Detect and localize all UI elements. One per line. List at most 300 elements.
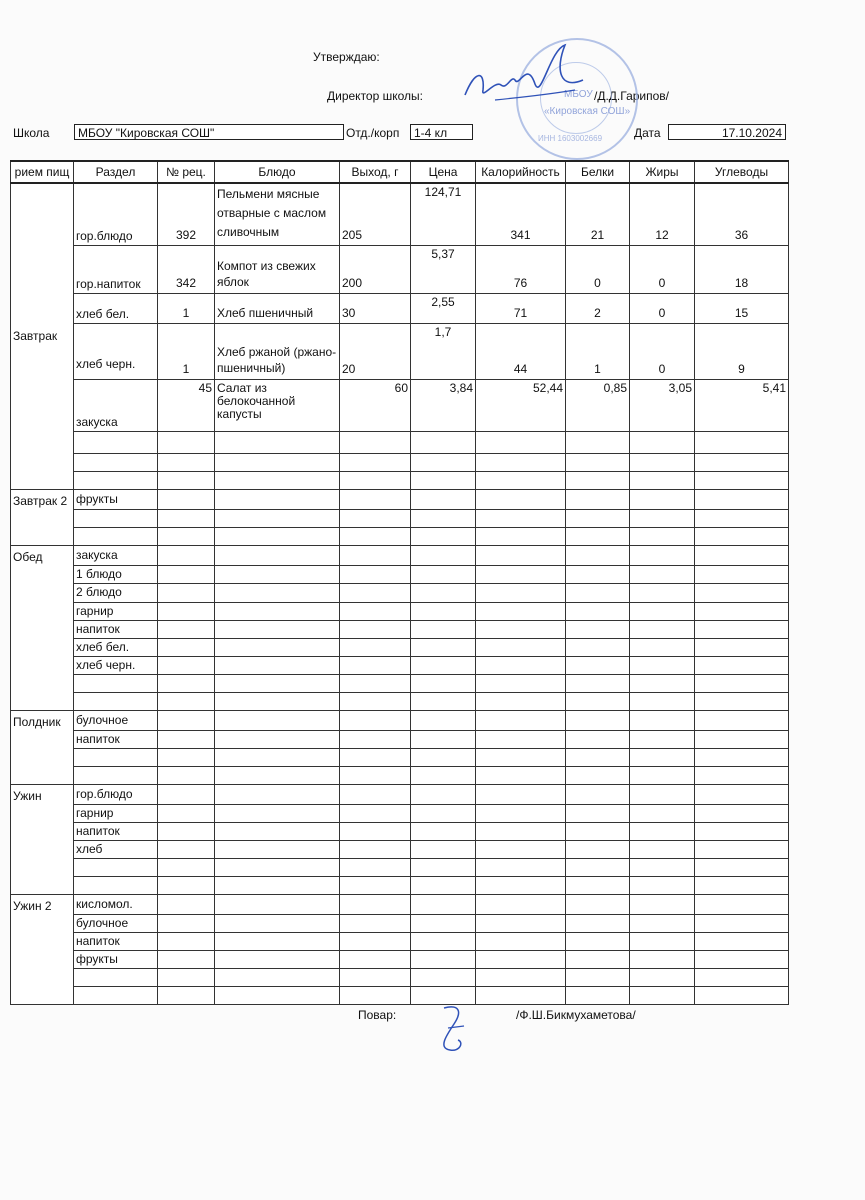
cell-section: хлеб бел. <box>74 293 158 323</box>
cell-protein: 2 <box>566 293 630 323</box>
table-cell <box>158 692 215 710</box>
table-cell <box>340 858 411 876</box>
cell-section: закуска <box>74 379 158 431</box>
table-cell <box>630 784 695 804</box>
table-cell <box>411 968 476 986</box>
table-cell <box>158 509 215 527</box>
table-cell <box>695 894 789 914</box>
table-cell <box>158 620 215 638</box>
table-cell <box>476 620 566 638</box>
table-cell <box>566 602 630 620</box>
school-field: МБОУ "Кировская СОШ" <box>74 124 344 140</box>
table-cell <box>215 822 340 840</box>
table-cell <box>74 858 158 876</box>
table-cell <box>566 986 630 1004</box>
table-cell <box>340 656 411 674</box>
table-cell <box>566 748 630 766</box>
table-cell <box>215 986 340 1004</box>
cell-recipe: 1 <box>158 323 215 379</box>
table-cell <box>695 509 789 527</box>
table-cell <box>476 822 566 840</box>
table-cell <box>74 509 158 527</box>
table-cell <box>630 602 695 620</box>
table-cell <box>340 748 411 766</box>
cell-section: напиток <box>74 932 158 950</box>
stamp-line-3: ИНН 1603002669 <box>538 134 603 143</box>
cell-calories: 44 <box>476 323 566 379</box>
meal-lunch: Обед <box>11 545 74 710</box>
table-cell <box>566 431 630 453</box>
table-row <box>11 766 789 784</box>
table-cell <box>411 431 476 453</box>
table-cell <box>340 986 411 1004</box>
table-cell <box>340 509 411 527</box>
dept-label: Отд./корп <box>346 126 400 140</box>
table-cell <box>695 674 789 692</box>
cell-section: фрукты <box>74 489 158 509</box>
table-row <box>11 914 789 932</box>
table-cell <box>566 858 630 876</box>
table-cell <box>158 932 215 950</box>
table-cell <box>215 509 340 527</box>
table-cell <box>630 730 695 748</box>
table-cell <box>566 471 630 489</box>
table-cell <box>566 620 630 638</box>
table-cell <box>74 674 158 692</box>
table-cell <box>476 583 566 602</box>
meal-snack: Полдник <box>11 710 74 784</box>
table-cell <box>158 583 215 602</box>
table-cell <box>215 784 340 804</box>
table-cell <box>695 527 789 545</box>
table-cell <box>340 527 411 545</box>
table-cell <box>630 876 695 894</box>
table-row <box>11 245 789 293</box>
table-cell <box>215 602 340 620</box>
table-cell <box>476 730 566 748</box>
cook-name: /Ф.Ш.Бикмухаметова/ <box>516 1008 636 1022</box>
table-cell <box>340 583 411 602</box>
cell-section: фрукты <box>74 950 158 968</box>
cook-signature <box>430 1002 480 1058</box>
table-cell <box>566 674 630 692</box>
table-cell <box>215 840 340 858</box>
table-cell <box>215 710 340 730</box>
table-cell <box>476 876 566 894</box>
table-cell <box>566 509 630 527</box>
table-cell <box>566 932 630 950</box>
table-cell <box>158 545 215 565</box>
table-cell <box>566 876 630 894</box>
table-cell <box>411 620 476 638</box>
table-cell <box>411 565 476 583</box>
table-row <box>11 986 789 1004</box>
table-cell <box>340 840 411 858</box>
cell-section: булочное <box>74 914 158 932</box>
table-cell <box>630 583 695 602</box>
meal-breakfast: Завтрак <box>11 183 74 489</box>
table-cell <box>74 748 158 766</box>
table-cell <box>158 986 215 1004</box>
table-cell <box>411 894 476 914</box>
table-cell <box>411 527 476 545</box>
cell-section: напиток <box>74 620 158 638</box>
table-cell <box>158 527 215 545</box>
table-cell <box>476 431 566 453</box>
table-cell <box>695 656 789 674</box>
table-cell <box>340 710 411 730</box>
table-cell <box>566 489 630 509</box>
table-cell <box>476 453 566 471</box>
table-cell <box>340 453 411 471</box>
table-cell <box>566 804 630 822</box>
cell-section: напиток <box>74 730 158 748</box>
table-row <box>11 431 789 453</box>
table-cell <box>630 692 695 710</box>
table-cell <box>476 656 566 674</box>
table-cell <box>158 453 215 471</box>
table-cell <box>695 489 789 509</box>
cell-fat: 3,05 <box>630 379 695 431</box>
table-cell <box>340 602 411 620</box>
cell-recipe: 342 <box>158 245 215 293</box>
cell-fat: 0 <box>630 293 695 323</box>
table-cell <box>695 876 789 894</box>
table-cell <box>630 748 695 766</box>
table-row <box>11 840 789 858</box>
table-cell <box>695 638 789 656</box>
table-row <box>11 950 789 968</box>
table-cell <box>566 730 630 748</box>
cell-price: 5,37 <box>411 245 476 293</box>
table-cell <box>411 748 476 766</box>
table-cell <box>630 822 695 840</box>
table-row <box>11 894 789 914</box>
table-cell <box>476 932 566 950</box>
table-cell <box>411 914 476 932</box>
table-cell <box>74 431 158 453</box>
cell-recipe: 392 <box>158 183 215 245</box>
cell-recipe: 1 <box>158 293 215 323</box>
table-cell <box>215 858 340 876</box>
table-cell <box>215 431 340 453</box>
table-cell <box>215 453 340 471</box>
table-cell <box>695 453 789 471</box>
director-name: /Д.Д.Гарипов/ <box>594 89 670 103</box>
table-cell <box>695 545 789 565</box>
table-row <box>11 509 789 527</box>
col-recipe: № рец. <box>158 161 215 183</box>
table-cell <box>476 804 566 822</box>
table-row <box>11 620 789 638</box>
col-fat: Жиры <box>630 161 695 183</box>
cell-section: 2 блюдо <box>74 583 158 602</box>
table-cell <box>630 710 695 730</box>
table-cell <box>215 638 340 656</box>
table-cell <box>340 489 411 509</box>
table-cell <box>566 710 630 730</box>
table-cell <box>411 710 476 730</box>
table-row <box>11 602 789 620</box>
table-cell <box>215 583 340 602</box>
table-cell <box>340 950 411 968</box>
table-row <box>11 876 789 894</box>
table-cell <box>411 509 476 527</box>
table-cell <box>215 674 340 692</box>
table-cell <box>630 932 695 950</box>
table-cell <box>630 766 695 784</box>
cell-carbs: 18 <box>695 245 789 293</box>
cell-section: напиток <box>74 822 158 840</box>
table-cell <box>566 840 630 858</box>
table-row <box>11 545 789 565</box>
cell-carbs: 5,41 <box>695 379 789 431</box>
table-cell <box>411 602 476 620</box>
table-row <box>11 968 789 986</box>
table-row <box>11 748 789 766</box>
table-cell <box>566 894 630 914</box>
table-cell <box>215 656 340 674</box>
table-cell <box>158 894 215 914</box>
table-cell <box>74 986 158 1004</box>
table-row <box>11 710 789 730</box>
table-row <box>11 932 789 950</box>
table-cell <box>476 674 566 692</box>
table-cell <box>695 620 789 638</box>
col-protein: Белки <box>566 161 630 183</box>
table-cell <box>340 876 411 894</box>
table-cell <box>630 431 695 453</box>
table-cell <box>215 545 340 565</box>
table-cell <box>411 692 476 710</box>
table-header-row <box>11 161 789 183</box>
table-cell <box>695 766 789 784</box>
table-cell <box>215 471 340 489</box>
table-cell <box>476 766 566 784</box>
table-cell <box>695 986 789 1004</box>
table-row <box>11 489 789 509</box>
cell-section: гарнир <box>74 602 158 620</box>
table-cell <box>566 453 630 471</box>
table-cell <box>158 950 215 968</box>
table-cell <box>411 453 476 471</box>
table-cell <box>630 656 695 674</box>
cell-dish: Хлеб ржаной (ржано-пшеничный) <box>215 323 340 379</box>
table-cell <box>476 894 566 914</box>
cell-calories: 71 <box>476 293 566 323</box>
meal-breakfast-2: Завтрак 2 <box>11 489 74 545</box>
table-cell <box>476 858 566 876</box>
table-row <box>11 379 789 431</box>
table-cell <box>215 620 340 638</box>
table-cell <box>340 822 411 840</box>
table-cell <box>340 638 411 656</box>
col-carbs: Углеводы <box>695 161 789 183</box>
table-cell <box>74 692 158 710</box>
table-row <box>11 527 789 545</box>
table-cell <box>630 950 695 968</box>
table-cell <box>695 784 789 804</box>
col-meal: рием пищ <box>11 161 74 183</box>
table-cell <box>476 784 566 804</box>
table-cell <box>476 986 566 1004</box>
table-cell <box>566 692 630 710</box>
cook-label: Повар: <box>358 1008 397 1022</box>
table-cell <box>158 674 215 692</box>
table-row <box>11 730 789 748</box>
table-cell <box>630 509 695 527</box>
table-cell <box>566 784 630 804</box>
table-cell <box>411 489 476 509</box>
cell-calories: 341 <box>476 183 566 245</box>
table-cell <box>215 968 340 986</box>
table-cell <box>695 730 789 748</box>
table-cell <box>411 784 476 804</box>
table-cell <box>158 804 215 822</box>
table-cell <box>411 674 476 692</box>
table-cell <box>476 692 566 710</box>
table-cell <box>74 471 158 489</box>
cell-fat: 12 <box>630 183 695 245</box>
table-cell <box>411 804 476 822</box>
table-cell <box>566 950 630 968</box>
table-cell <box>695 914 789 932</box>
table-row <box>11 638 789 656</box>
table-cell <box>215 489 340 509</box>
cell-dish: Компот из свежих яблок <box>215 245 340 293</box>
table-cell <box>476 638 566 656</box>
table-cell <box>158 858 215 876</box>
cell-protein: 0,85 <box>566 379 630 431</box>
table-cell <box>630 804 695 822</box>
cell-carbs: 9 <box>695 323 789 379</box>
table-cell <box>695 602 789 620</box>
table-cell <box>340 894 411 914</box>
table-cell <box>74 876 158 894</box>
date-label: Дата <box>634 126 661 140</box>
table-cell <box>158 822 215 840</box>
table-cell <box>340 730 411 748</box>
table-cell <box>340 766 411 784</box>
table-cell <box>476 840 566 858</box>
table-row <box>11 858 789 876</box>
table-cell <box>566 527 630 545</box>
table-cell <box>476 710 566 730</box>
table-cell <box>158 748 215 766</box>
table-cell <box>695 932 789 950</box>
cell-section: хлеб черн. <box>74 656 158 674</box>
table-cell <box>340 932 411 950</box>
cell-section: закуска <box>74 545 158 565</box>
cell-section: булочное <box>74 710 158 730</box>
table-cell <box>340 692 411 710</box>
table-cell <box>340 804 411 822</box>
table-cell <box>695 431 789 453</box>
table-cell <box>476 527 566 545</box>
table-cell <box>476 565 566 583</box>
table-cell <box>630 545 695 565</box>
table-row <box>11 656 789 674</box>
cell-price: 1,7 <box>411 323 476 379</box>
table-cell <box>476 950 566 968</box>
table-cell <box>411 545 476 565</box>
table-cell <box>411 822 476 840</box>
table-cell <box>695 950 789 968</box>
table-cell <box>215 804 340 822</box>
menu-table <box>10 160 789 1005</box>
table-cell <box>630 840 695 858</box>
table-cell <box>695 583 789 602</box>
table-cell <box>695 840 789 858</box>
table-cell <box>340 914 411 932</box>
table-cell <box>215 914 340 932</box>
table-cell <box>476 509 566 527</box>
table-cell <box>476 545 566 565</box>
cell-section: гор.напиток <box>74 245 158 293</box>
table-cell <box>566 968 630 986</box>
table-cell <box>476 471 566 489</box>
col-price: Цена <box>411 161 476 183</box>
table-row <box>11 784 789 804</box>
table-cell <box>158 565 215 583</box>
table-cell <box>215 748 340 766</box>
table-cell <box>158 914 215 932</box>
col-output: Выход, г <box>340 161 411 183</box>
table-cell <box>340 431 411 453</box>
table-cell <box>340 968 411 986</box>
table-row <box>11 692 789 710</box>
table-cell <box>411 583 476 602</box>
cell-calories: 52,44 <box>476 379 566 431</box>
cell-output: 205 <box>340 183 411 245</box>
stamp-line-1: МБОУ <box>564 89 593 100</box>
table-cell <box>695 748 789 766</box>
table-cell <box>566 638 630 656</box>
table-cell <box>630 453 695 471</box>
dept-field: 1-4 кл <box>410 124 473 140</box>
table-cell <box>340 674 411 692</box>
cell-price: 2,55 <box>411 293 476 323</box>
table-cell <box>158 602 215 620</box>
table-cell <box>411 766 476 784</box>
table-cell <box>630 565 695 583</box>
table-cell <box>158 784 215 804</box>
table-row <box>11 565 789 583</box>
table-cell <box>158 471 215 489</box>
table-row <box>11 323 789 379</box>
table-cell <box>215 730 340 748</box>
table-cell <box>630 527 695 545</box>
table-row <box>11 674 789 692</box>
table-cell <box>74 968 158 986</box>
table-cell <box>411 471 476 489</box>
cell-recipe: 45 <box>158 379 215 431</box>
cell-output: 20 <box>340 323 411 379</box>
table-cell <box>476 602 566 620</box>
table-cell <box>158 710 215 730</box>
table-cell <box>158 968 215 986</box>
table-cell <box>158 766 215 784</box>
table-cell <box>74 527 158 545</box>
table-cell <box>695 692 789 710</box>
cell-price: 3,84 <box>411 379 476 431</box>
table-cell <box>411 638 476 656</box>
table-cell <box>411 932 476 950</box>
cell-section: хлеб бел. <box>74 638 158 656</box>
col-dish: Блюдо <box>215 161 340 183</box>
table-cell <box>476 489 566 509</box>
table-cell <box>215 565 340 583</box>
